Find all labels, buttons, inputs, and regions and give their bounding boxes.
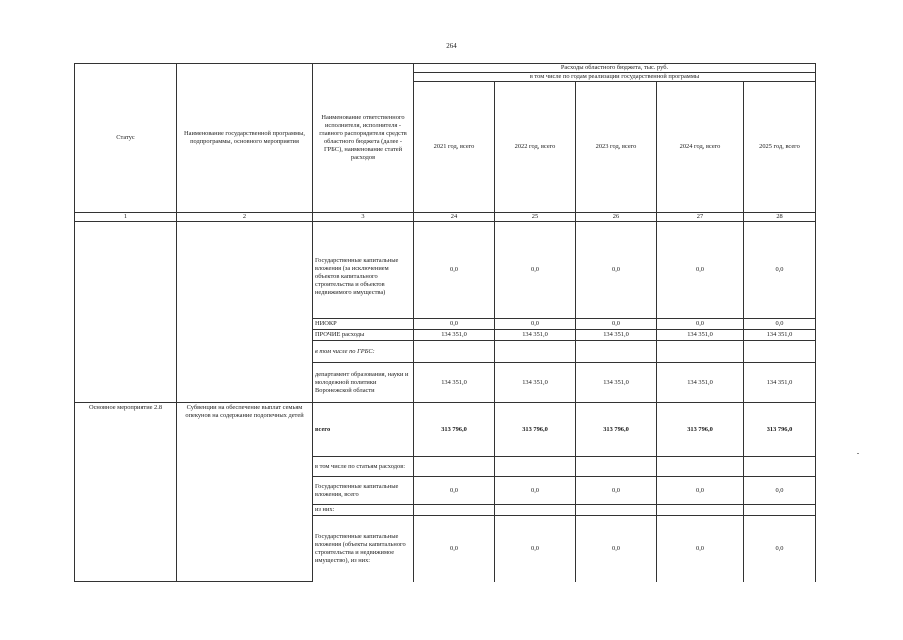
table-cell-value: 134 351,0 [576, 330, 657, 341]
table-cell-value: 313 796,0 [576, 403, 657, 457]
header-year: 2024 год, всего [657, 82, 744, 213]
table-cell-value: 0,0 [576, 319, 657, 330]
table-row-label: Государственные капитальные вложения (объекты капитального строительства и недвижимое имущество), из них: [313, 516, 414, 582]
table-cell-value: 134 351,0 [657, 330, 744, 341]
table-cell-value: 134 351,0 [576, 363, 657, 403]
table-cell-value: 0,0 [414, 516, 495, 582]
scan-speck [857, 453, 859, 454]
table-cell-value: 0,0 [576, 222, 657, 319]
table-cell-value: 0,0 [744, 319, 816, 330]
table-row-label: ПРОЧИЕ расходы [313, 330, 414, 341]
table-cell-value: 0,0 [657, 477, 744, 505]
table-cell-value: 134 351,0 [414, 330, 495, 341]
header-year: 2023 год, всего [576, 82, 657, 213]
table-cell-value: 313 796,0 [495, 403, 576, 457]
table-row-label: НИОКР [313, 319, 414, 330]
column-number: 25 [495, 213, 576, 222]
column-number: 3 [313, 213, 414, 222]
table-row-label: из них: [313, 505, 414, 516]
table-cell-value: 0,0 [495, 222, 576, 319]
table-cell-value: 0,0 [576, 477, 657, 505]
header-expenses: Расходы областного бюджета, тыс. руб. [414, 64, 816, 73]
column-number: 24 [414, 213, 495, 222]
column-number: 27 [657, 213, 744, 222]
table-cell-value: 0,0 [414, 222, 495, 319]
table-cell-value: 0,0 [657, 516, 744, 582]
table-cell-value: 313 796,0 [744, 403, 816, 457]
column-number: 28 [744, 213, 816, 222]
table-cell-value: 313 796,0 [414, 403, 495, 457]
header-executor: Наименование ответственного исполнителя, исполнителя - главного распорядителя средств областного бюджета (далее - ГРБС), наименование статей расходов [313, 64, 414, 213]
table-cell-value: 134 351,0 [657, 363, 744, 403]
table-cell-value: 134 351,0 [414, 363, 495, 403]
table-row-label: в том числе по статьям расходов: [313, 457, 414, 477]
measure-status: Основное мероприятие 2.8 [75, 403, 177, 582]
header-status: Статус [75, 64, 177, 213]
table-cell-value: 0,0 [414, 319, 495, 330]
table-cell-value: 0,0 [657, 222, 744, 319]
table-cell-value: 0,0 [576, 516, 657, 582]
program-cell-empty [177, 222, 313, 403]
table-cell-value: 134 351,0 [495, 363, 576, 403]
table-row-label: Государственные капитальные вложения, всего [313, 477, 414, 505]
budget-table [74, 63, 816, 582]
table-cell-value: 134 351,0 [744, 363, 816, 403]
table-cell-value: 0,0 [744, 477, 816, 505]
table-cell-value: 0,0 [495, 477, 576, 505]
table-row-label: всего [313, 403, 414, 457]
table-cell-value: 0,0 [414, 477, 495, 505]
column-number: 1 [75, 213, 177, 222]
page-number: 264 [446, 42, 457, 50]
table-cell-value: 0,0 [744, 516, 816, 582]
table-row-label: департамент образования, науки и молодежной политики Воронежской области [313, 363, 414, 403]
status-cell-empty [75, 222, 177, 403]
column-number: 26 [576, 213, 657, 222]
table-row-label: Государственные капитальные вложения (за исключением объектов капитального строительства и объектов недвижимого имущества) [313, 222, 414, 319]
header-year: 2025 год, всего [744, 82, 816, 213]
column-number: 2 [177, 213, 313, 222]
table-cell-value: 0,0 [657, 319, 744, 330]
table-cell-value: 313 796,0 [657, 403, 744, 457]
table-row-label: в том числе по ГРБС: [313, 341, 414, 363]
table-cell-value: 0,0 [495, 319, 576, 330]
header-year: 2022 год, всего [495, 82, 576, 213]
table-cell-value: 134 351,0 [744, 330, 816, 341]
header-by-years: в том числе по годам реализации государственной программы [414, 73, 816, 82]
measure-name: Субвенции на обеспечение выплат семьям опекунов на содержание подопечных детей [177, 403, 313, 582]
header-program: Наименование государственной программы, подпрограммы, основного мероприятия [177, 64, 313, 213]
table-cell-value: 134 351,0 [495, 330, 576, 341]
table-cell-value: 0,0 [495, 516, 576, 582]
table-cell-value: 0,0 [744, 222, 816, 319]
header-year: 2021 год, всего [414, 82, 495, 213]
